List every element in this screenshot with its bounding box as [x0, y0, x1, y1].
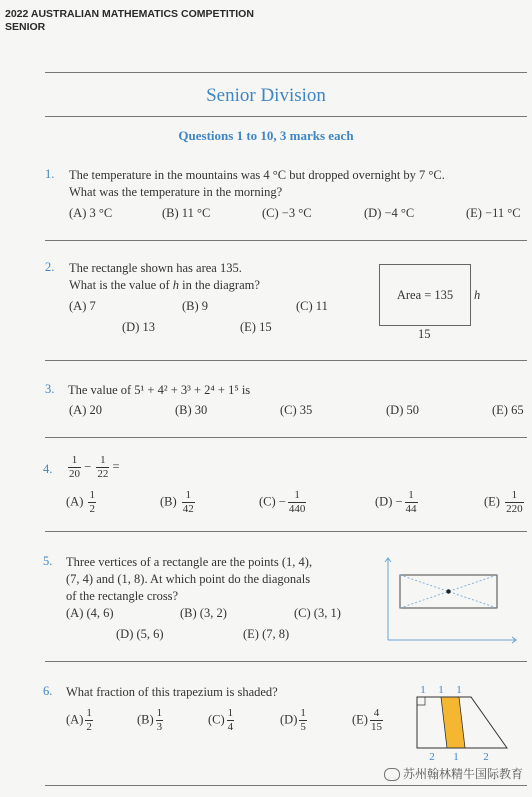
watermark: 苏州翰林精牛国际教育 — [384, 765, 523, 782]
option-a: (A) 3 °C — [69, 206, 113, 220]
option-e: (E) $\frac{1}{220}$ — [484, 489, 523, 515]
chat-bubble-icon — [384, 768, 400, 781]
question-2 — [69, 260, 260, 294]
divider — [45, 437, 527, 438]
option-a: (A) $\frac{1}{2}$ — [66, 707, 92, 733]
option-b: (B) 11 °C — [162, 206, 211, 220]
option-b: (B) $\frac{1}{42}$ — [160, 489, 194, 515]
trapezium-diagram — [405, 680, 530, 765]
option-c: (C) − $\frac{1}{440}$ — [259, 489, 306, 515]
divider — [45, 360, 527, 361]
option-d: (D) 50 — [386, 403, 419, 417]
question-text: What is the value of h in the diagram? — [69, 278, 260, 292]
question-text: What fraction of this trapezium is shaded? — [66, 685, 278, 699]
section-subtitle: Questions 1 to 10, 3 marks each — [178, 128, 354, 143]
option-a: (A) 7 — [69, 299, 96, 313]
bottom-label: 2 — [483, 751, 489, 763]
header-line2: SENIOR — [5, 21, 46, 33]
rectangle-diagram — [379, 264, 471, 326]
question-text: The temperature in the mountains was 4 °C but dropped overnight by 7 °C. — [69, 168, 445, 182]
option-b: (B) 9 — [182, 299, 209, 313]
option-c: (C) 11 — [296, 299, 328, 313]
question-number: 3. — [45, 382, 55, 396]
question-number: 5. — [43, 554, 53, 568]
question-text: The value of 5¹ + 4² + 3³ + 2⁴ + 1⁵ is — [68, 383, 251, 397]
question-text: What was the temperature in the morning? — [69, 185, 283, 199]
width-label: 15 — [418, 327, 431, 341]
page-title: Senior Division — [206, 85, 326, 106]
option-d: (D) 13 — [122, 320, 155, 334]
question-expression: $\frac{1}{20}$ − $\frac{1}{22}$ = — [69, 454, 120, 480]
divider — [45, 785, 527, 786]
option-e: (E) −11 °C — [466, 206, 521, 220]
header-line1: 2022 AUSTRALIAN MATHEMATICS COMPETITION — [5, 8, 254, 20]
question-5 — [66, 554, 312, 605]
option-d: (D) (5, 6) — [116, 627, 164, 641]
question-number: 2. — [45, 260, 55, 274]
question-text: (7, 4) and (1, 8). At which point do the diagonals — [66, 572, 311, 586]
divider — [45, 72, 527, 73]
divider — [45, 240, 527, 241]
question-1 — [69, 167, 445, 201]
option-c: (C) 35 — [280, 403, 313, 417]
question-number: 1. — [45, 167, 55, 181]
option-b: (B) (3, 2) — [180, 606, 227, 620]
coordinate-diagram — [380, 555, 520, 645]
bottom-label: 1 — [453, 751, 459, 763]
shaded-region — [441, 697, 465, 748]
bottom-label: 2 — [429, 751, 435, 763]
question-number: 6. — [43, 684, 53, 698]
option-d: (D) $\frac{1}{5}$ — [280, 707, 306, 733]
option-e: (E) $\frac{4}{15}$ — [352, 707, 382, 733]
option-a: (A) $\frac{1}{2}$ — [66, 489, 95, 515]
option-c: (C) (3, 1) — [294, 606, 341, 620]
divider — [45, 531, 527, 532]
question-number: 4. — [43, 462, 53, 476]
height-label: h — [474, 288, 481, 302]
top-label: 1 — [456, 684, 462, 696]
option-b: (B) 30 — [175, 403, 208, 417]
divider — [45, 116, 527, 117]
axes — [385, 558, 516, 643]
question-text: The rectangle shown has area 135. — [69, 261, 242, 275]
question-text: of the rectangle cross? — [66, 589, 179, 603]
competition-header — [5, 8, 254, 34]
option-e: (E) 15 — [240, 320, 272, 334]
option-a: (A) 20 — [69, 403, 102, 417]
option-d: (D) − $\frac{1}{44}$ — [375, 489, 417, 515]
intersection-point — [446, 589, 450, 593]
question-text: Three vertices of a rectangle are the points (1, 4), — [66, 555, 313, 569]
option-d: (D) −4 °C — [364, 206, 415, 220]
top-label: 1 — [420, 684, 426, 696]
option-b: (B) $\frac{1}{3}$ — [137, 707, 163, 733]
divider — [45, 661, 527, 662]
area-label: Area = 135 — [396, 288, 454, 302]
option-e: (E) (7, 8) — [243, 627, 290, 641]
option-a: (A) (4, 6) — [66, 606, 114, 620]
option-c: (C) −3 °C — [262, 206, 312, 220]
right-angle-mark — [417, 697, 425, 705]
option-e: (E) 65 — [492, 403, 524, 417]
option-c: (C) $\frac{1}{4}$ — [208, 707, 234, 733]
top-label: 1 — [438, 684, 444, 696]
